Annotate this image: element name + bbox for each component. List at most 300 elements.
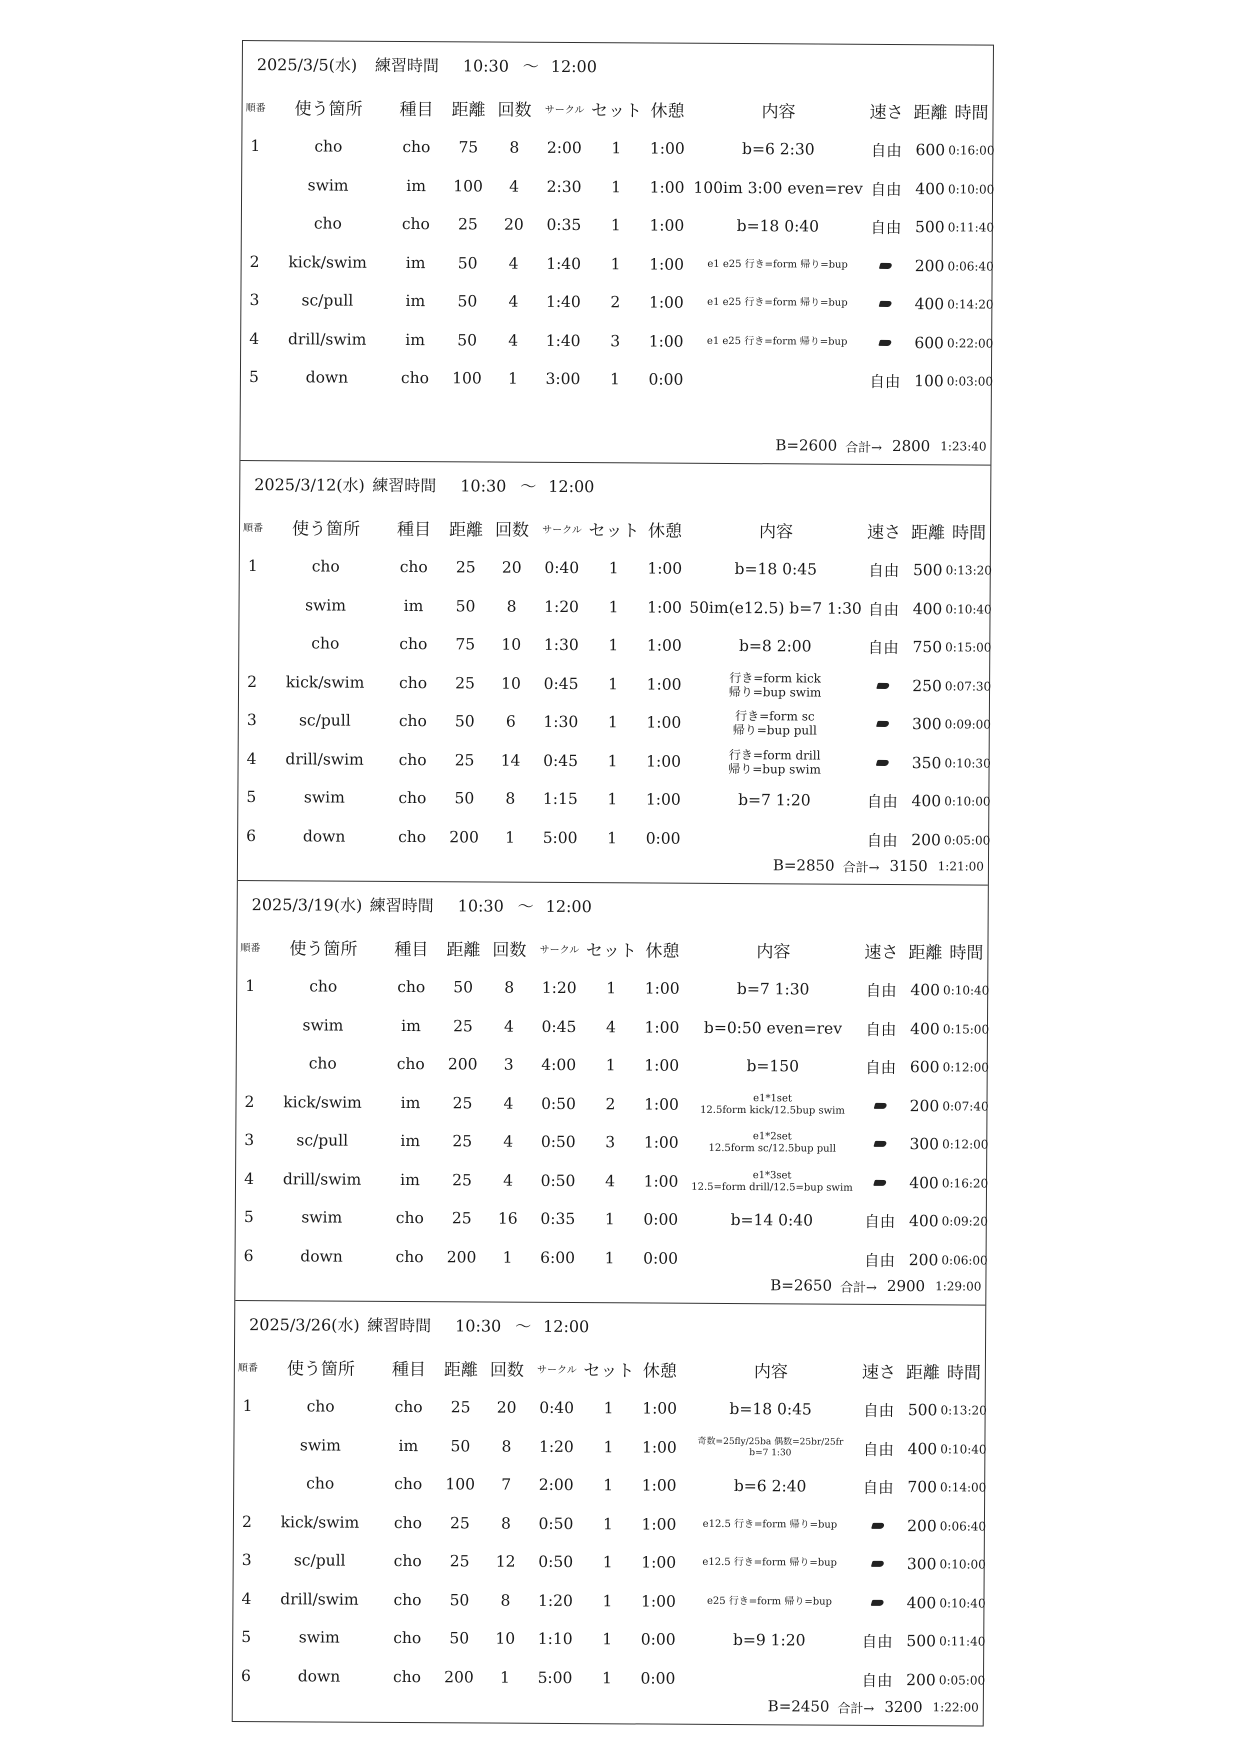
cell-total: 700 [907, 1478, 938, 1497]
cell-stroke: im [403, 596, 424, 615]
table-row [237, 1044, 987, 1087]
table-row [242, 166, 995, 209]
cell-sets: 1 [602, 1630, 613, 1649]
cell-speed: 自由 [864, 1212, 896, 1232]
cell-stroke: cho [398, 788, 427, 808]
cell-rest: 1:00 [641, 1591, 676, 1611]
session-block [233, 1301, 986, 1726]
cell-total: 750 [912, 638, 943, 657]
cell-content: b=9 1:20 [732, 1631, 806, 1650]
header-sets: セット [588, 520, 640, 541]
cell-distance: 25 [450, 1513, 470, 1532]
cell-time: 0:16:20 [941, 1175, 989, 1191]
cell-rest: 1:00 [641, 1514, 677, 1534]
cell-sets: 1 [610, 254, 621, 273]
cell-content [686, 1428, 854, 1467]
cell-reps: 1 [505, 828, 516, 847]
cell-rest: 1:00 [646, 636, 682, 655]
cell-circle: 1:20 [544, 597, 580, 616]
cell-reps: 10 [501, 674, 521, 693]
cell-content: b=0:50 even=rev [703, 1018, 843, 1038]
cell-no: 2 [244, 1092, 255, 1111]
cell-time: 0:11:40 [947, 220, 995, 235]
cell-speed: 自由 [870, 218, 902, 238]
cell-time: 0:09:20 [941, 1214, 988, 1229]
cell-circle: 1:15 [542, 789, 578, 809]
cell-place: drill/swim [282, 1169, 362, 1189]
cell-total: 500 [906, 1632, 937, 1651]
cell-stroke: cho [394, 1397, 423, 1417]
table-row [233, 1618, 986, 1661]
total-label: 合計→ [842, 860, 880, 876]
cell-stroke: cho [399, 634, 428, 654]
cell-place: swim [302, 1015, 344, 1035]
cell-distance: 100 [445, 1475, 476, 1494]
cell-stroke: cho [394, 1474, 423, 1494]
cell-content: b=6 2:30 [742, 140, 815, 159]
cell-sets: 1 [609, 370, 620, 389]
header-total-distance: 距離 [908, 942, 943, 963]
cell-reps: 8 [500, 1514, 511, 1533]
kick-icon [879, 301, 893, 307]
cell-total: 400 [915, 179, 945, 198]
cell-distance: 25 [452, 1170, 472, 1189]
cell-content [693, 361, 861, 400]
cell-no: 5 [243, 1208, 254, 1227]
kick-icon [873, 1179, 887, 1185]
cell-place: cho [313, 214, 342, 233]
table-row [239, 662, 992, 705]
cell-speed: 自由 [862, 1440, 894, 1459]
cell-speed: 自由 [867, 638, 899, 658]
total-distance: 3150 [889, 856, 928, 876]
time-tilde: 〜 [520, 476, 537, 496]
cell-distance: 25 [453, 1016, 473, 1035]
cell-rest: 1:00 [648, 293, 684, 312]
cell-speed [861, 285, 909, 323]
header-total-distance: 距離 [905, 1362, 940, 1383]
cell-total: 600 [909, 1058, 940, 1077]
cell-sets: 1 [608, 559, 619, 578]
kick-icon [871, 1561, 885, 1567]
cell-distance: 25 [452, 1093, 473, 1112]
header-stroke: 種目 [391, 1359, 426, 1380]
cell-speed: 自由 [862, 1478, 894, 1498]
cell-reps: 4 [508, 292, 519, 311]
cell-sets: 1 [608, 674, 619, 693]
cell-stroke: cho [393, 1628, 422, 1648]
cell-total: 200 [907, 1516, 937, 1535]
cell-distance: 50 [449, 1629, 470, 1648]
cell-place: swim [299, 1435, 341, 1455]
cell-sets: 1 [608, 597, 619, 616]
cell-distance: 50 [453, 978, 474, 997]
cell-rest: 0:00 [643, 1248, 679, 1268]
cell-stroke: cho [399, 557, 428, 577]
session-total [768, 1692, 979, 1721]
cell-stroke: cho [397, 977, 426, 997]
start-time: 10:30 [460, 476, 507, 496]
table-row [240, 547, 990, 590]
cell-place: swim [305, 595, 347, 615]
kick-icon [871, 1522, 885, 1528]
kick-icon [876, 682, 890, 688]
cell-reps: 4 [503, 1132, 514, 1151]
cell-reps: 7 [501, 1475, 512, 1494]
cell-total: 500 [915, 218, 945, 237]
cell-content: b=7 1:20 [738, 791, 811, 810]
cell-circle: 2:00 [538, 1475, 574, 1495]
cell-no: 1 [247, 557, 258, 576]
cell-circle: 4:00 [541, 1055, 577, 1075]
table-row [238, 739, 991, 782]
header-rest: 休憩 [645, 940, 680, 962]
practice-time-label: 練習時間 [372, 475, 437, 496]
cell-place: kick/swim [283, 1092, 362, 1112]
table-row [241, 320, 994, 363]
table-row [239, 624, 992, 667]
content-line-2: 帰り=bup swim [728, 761, 821, 777]
cell-no [234, 1464, 260, 1502]
cell-place: swim [298, 1628, 340, 1647]
session-total [773, 851, 984, 880]
end-time: 12:00 [545, 896, 592, 917]
cell-distance: 75 [455, 635, 476, 654]
cell-rest: 1:00 [644, 1094, 679, 1114]
cell-no [234, 1425, 260, 1463]
header-time: 時間 [954, 102, 989, 124]
cell-speed: 自由 [866, 792, 898, 812]
cell-sets: 1 [605, 1056, 616, 1075]
cell-total: 200 [909, 1096, 940, 1115]
table-row [239, 585, 992, 628]
header-sets: セット [591, 100, 643, 121]
content-line-2: 12.5form kick/12.5bup swim [700, 1104, 845, 1117]
cell-content: b=18 0:40 [736, 217, 820, 236]
cell-time: 0:10:00 [944, 794, 991, 809]
cell-rest: 1:00 [649, 139, 685, 158]
cell-time: 0:06:40 [947, 258, 994, 274]
cell-speed: 自由 [866, 831, 898, 850]
header-place: 使う箇所 [294, 98, 363, 120]
cell-speed [862, 246, 910, 284]
cell-stroke: im [400, 1093, 421, 1112]
cell-total: 300 [909, 1135, 940, 1154]
cell-speed [854, 1545, 902, 1583]
cell-time: 0:10:00 [947, 181, 995, 197]
cell-place: sc/pull [301, 291, 354, 310]
b-total: B=2850 [772, 856, 835, 875]
cell-content: e1 e25 行き=form 帰り=bup [707, 258, 848, 271]
session-date: 2025/3/19(水) [251, 895, 363, 915]
table-row [236, 1121, 989, 1164]
cell-distance: 25 [450, 1398, 471, 1417]
time-tilde: 〜 [522, 56, 539, 76]
cell-total: 400 [910, 981, 941, 1000]
content-line-1: e1*1set [753, 1092, 792, 1104]
header-rest: 休憩 [647, 520, 683, 542]
b-total: B=2600 [775, 436, 838, 455]
content-line-1: e1*3set [752, 1169, 792, 1181]
cell-no [242, 204, 268, 242]
cell-reps: 6 [505, 712, 516, 731]
header-order: 順番 [237, 1362, 258, 1374]
b-total: B=2450 [767, 1697, 830, 1716]
cell-total: 300 [906, 1555, 937, 1574]
cell-total: 400 [908, 1212, 939, 1231]
cell-total: 400 [910, 1019, 940, 1038]
cell-time: 0:07:30 [944, 678, 992, 694]
cell-content [688, 1162, 856, 1201]
cell-no: 5 [248, 368, 259, 387]
cell-no: 3 [244, 1131, 255, 1150]
cell-stroke: im [400, 1131, 421, 1151]
cell-time: 0:10:00 [939, 1557, 986, 1572]
header-time: 時間 [946, 1362, 981, 1384]
cell-reps: 8 [509, 138, 520, 157]
cell-no: 5 [241, 1628, 252, 1647]
cell-distance: 25 [451, 1209, 472, 1228]
cell-rest: 1:00 [642, 1399, 678, 1418]
cell-rest: 0:00 [648, 370, 684, 389]
content-line-2: 帰り=bup swim [728, 684, 822, 700]
table-row [236, 1198, 986, 1241]
header-order: 順番 [240, 942, 261, 954]
cell-place: kick/swim [288, 252, 367, 272]
header-order: 順番 [242, 522, 264, 534]
cell-circle: 1:20 [538, 1591, 573, 1610]
cell-circle: 1:40 [546, 254, 582, 273]
total-time: 1:21:00 [937, 859, 985, 874]
header-time: 時間 [951, 522, 987, 544]
cell-content: 50im(e12.5) b=7 1:30 [689, 598, 862, 618]
cell-circle: 0:35 [546, 215, 582, 235]
cell-place: cho [309, 977, 338, 996]
cell-distance: 50 [450, 1436, 471, 1455]
cell-no: 4 [244, 1169, 255, 1188]
cell-reps: 10 [501, 635, 522, 654]
header-sets: セット [585, 940, 638, 961]
cell-sets: 1 [602, 1668, 612, 1687]
cell-time: 0:16:00 [948, 143, 995, 158]
cell-rest: 1:00 [641, 1476, 677, 1495]
cell-reps: 4 [508, 254, 519, 273]
cell-circle: 5:00 [537, 1668, 573, 1687]
cell-circle: 3:00 [545, 369, 581, 389]
cell-rest: 1:00 [644, 979, 680, 998]
cell-sets: 1 [611, 139, 622, 158]
cell-no [242, 166, 268, 204]
header-stroke: 種目 [394, 939, 429, 960]
content-line-1: 行き=form drill [728, 747, 821, 763]
cell-speed: 自由 [870, 141, 902, 161]
cell-no: 4 [249, 329, 260, 348]
cell-rest: 1:00 [644, 1017, 680, 1037]
cell-circle: 1:30 [543, 635, 579, 655]
header-total-distance: 距離 [913, 102, 948, 123]
header-distance: 距離 [443, 1359, 478, 1380]
content-line-2: 帰り=bup pull [732, 723, 817, 738]
cell-no: 1 [245, 977, 256, 996]
cell-place: cho [306, 1397, 335, 1416]
cell-stroke: cho [393, 1551, 422, 1571]
cell-time: 0:13:20 [940, 1403, 987, 1418]
cell-stroke: cho [401, 214, 430, 234]
table-row [234, 1502, 987, 1545]
cell-total: 400 [907, 1439, 938, 1458]
header-reps: 回数 [497, 100, 532, 121]
header-circle: サークル [539, 944, 580, 956]
cell-no: 1 [250, 137, 261, 156]
cell-rest: 1:00 [641, 1437, 677, 1457]
start-time: 10:30 [462, 56, 510, 76]
cell-sets: 2 [605, 1094, 616, 1113]
cell-content: b=150 [746, 1057, 800, 1076]
cell-no: 2 [241, 1512, 252, 1531]
cell-time: 0:06:40 [939, 1518, 987, 1534]
kick-icon [876, 721, 890, 727]
cell-no: 2 [247, 672, 258, 691]
cell-no [237, 1005, 263, 1043]
cell-circle: 0:45 [543, 751, 579, 770]
header-speed: 速さ [864, 942, 899, 963]
cell-stroke: cho [400, 368, 429, 388]
cell-sets: 1 [606, 979, 617, 998]
cell-stroke: cho [398, 750, 427, 769]
cell-distance: 200 [444, 1667, 474, 1686]
cell-place: down [297, 1666, 341, 1686]
cell-place: swim [303, 788, 345, 807]
cell-sets: 4 [605, 1171, 616, 1190]
cell-circle: 0:45 [541, 1017, 577, 1036]
cell-speed: 自由 [870, 180, 902, 199]
session-total [775, 431, 986, 460]
cell-stroke: cho [393, 1513, 423, 1532]
cell-place: cho [311, 634, 340, 653]
cell-stroke: im [398, 1436, 419, 1455]
cell-speed [856, 1163, 904, 1201]
cell-no: 4 [241, 1589, 252, 1608]
table-row [234, 1464, 987, 1507]
practice-time-label: 練習時間 [374, 55, 439, 76]
cell-time: 0:12:00 [942, 1060, 989, 1075]
cell-reps: 10 [495, 1629, 516, 1648]
cell-stroke: cho [393, 1590, 422, 1609]
cell-rest: 1:00 [645, 790, 681, 809]
cell-circle: 0:40 [539, 1398, 575, 1418]
cell-speed: 自由 [861, 1671, 893, 1690]
cell-stroke: im [406, 176, 426, 195]
header-distance: 距離 [451, 99, 486, 120]
header-content: 内容 [756, 941, 791, 962]
cell-circle: 0:40 [544, 558, 580, 578]
cell-no: 5 [246, 788, 257, 807]
session-total [770, 1271, 981, 1300]
cell-content: b=6 2:40 [733, 1477, 807, 1496]
cell-reps: 14 [500, 751, 521, 770]
cell-rest: 1:00 [647, 597, 683, 617]
end-time: 12:00 [543, 1316, 590, 1337]
practice-time-label: 練習時間 [369, 895, 434, 916]
table-row [234, 1425, 987, 1468]
cell-place: swim [307, 175, 349, 195]
time-tilde: 〜 [517, 896, 534, 916]
cell-reps: 8 [505, 789, 516, 808]
content-line-1: 奇数=25fly/25ba 偶数=25br/25fr [697, 1436, 844, 1448]
kick-icon [871, 1599, 885, 1605]
header-order: 順番 [245, 102, 266, 114]
practice-sheet [232, 40, 994, 1727]
cell-sets: 1 [603, 1437, 614, 1456]
header-place: 使う箇所 [286, 1358, 355, 1380]
cell-sets: 1 [602, 1514, 613, 1533]
header-speed: 速さ [866, 522, 902, 543]
cell-time: 0:03:00 [946, 374, 994, 389]
cell-circle: 1:30 [543, 712, 579, 732]
session-date: 2025/3/5(水) [256, 55, 358, 75]
cell-reps: 1 [500, 1668, 510, 1687]
cell-time: 0:10:40 [943, 983, 990, 998]
cell-distance: 100 [453, 176, 483, 195]
cell-sets: 1 [607, 790, 618, 809]
cell-rest: 0:00 [645, 828, 681, 848]
cell-rest: 0:00 [643, 1210, 679, 1229]
cell-rest: 1:00 [643, 1171, 679, 1191]
cell-distance: 25 [449, 1552, 470, 1571]
kick-icon [878, 339, 892, 345]
total-label: 合計→ [837, 1701, 875, 1717]
cell-content: e1 e25 行き=form 帰り=bup [706, 335, 848, 348]
cell-speed: 自由 [861, 1632, 893, 1652]
cell-speed: 自由 [868, 561, 900, 581]
header-circle: サークル [542, 524, 582, 536]
header-distance: 距離 [448, 519, 484, 540]
cell-total: 500 [907, 1401, 938, 1420]
cell-sets: 1 [603, 1399, 614, 1418]
cell-time: 0:15:00 [945, 640, 992, 655]
cell-speed: 自由 [869, 372, 901, 392]
header-rest: 休憩 [650, 100, 685, 122]
cell-distance: 50 [449, 1590, 470, 1609]
cell-distance: 50 [454, 789, 475, 808]
cell-sets: 1 [604, 1210, 615, 1229]
cell-distance: 25 [457, 215, 478, 234]
total-label: 合計→ [839, 1280, 877, 1296]
cell-rest: 0:00 [640, 1668, 676, 1688]
cell-place: down [300, 1246, 343, 1266]
cell-total: 200 [906, 1670, 936, 1689]
cell-no: 4 [246, 749, 257, 768]
session-block [238, 461, 991, 886]
cell-rest: 1:00 [649, 216, 685, 235]
cell-circle: 1:20 [541, 978, 577, 998]
kick-icon [879, 262, 893, 268]
cell-total: 400 [914, 295, 945, 314]
cell-reps: 1 [507, 369, 518, 388]
cell-circle: 0:50 [538, 1552, 574, 1572]
header-rest: 休憩 [642, 1360, 677, 1382]
cell-reps: 4 [508, 331, 519, 350]
cell-time: 0:10:30 [944, 755, 991, 771]
cell-no: 6 [246, 826, 257, 845]
cell-circle: 1:40 [545, 292, 581, 312]
cell-total: 400 [912, 599, 943, 618]
cell-reps: 8 [500, 1591, 511, 1610]
cell-rest: 1:00 [649, 254, 685, 274]
cell-circle: 0:50 [541, 1094, 576, 1113]
session-header [257, 51, 597, 81]
table-row [239, 701, 992, 744]
